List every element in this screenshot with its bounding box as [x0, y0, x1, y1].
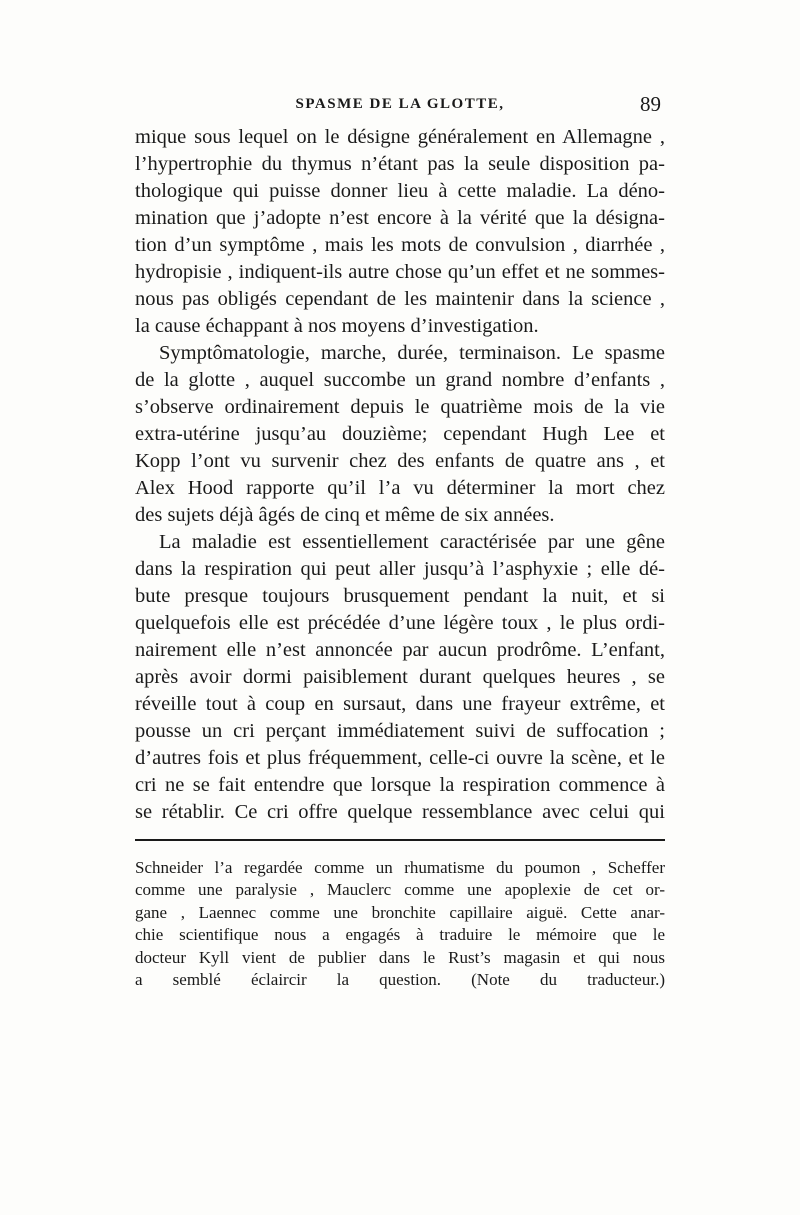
text-line: pousse un cri perçant immédiatement suivi de suffocation ; [135, 720, 665, 742]
text-line: réveille tout à coup en sursaut, dans une frayeur extrême, et [135, 693, 665, 715]
running-head [135, 92, 665, 122]
text-line: se rétablir. Ce cri offre quelque ressemblance avec celui qui [135, 801, 665, 823]
text-line: la cause échappant à nos moyens d’investigation. [135, 315, 539, 337]
text-line: de la glotte , auquel succombe un grand nombre d’enfants , [135, 369, 665, 391]
text-line: La maladie est essentiellement caractérisée par une gêne [159, 531, 665, 553]
text-line: nairement elle n’est annoncée par aucun prodrôme. L’enfant, [135, 639, 665, 661]
text-line: s’observe ordinairement depuis le quatrième mois de la vie [135, 396, 665, 418]
text-line: mique sous lequel on le désigne généralement en Allemagne , [135, 126, 665, 148]
text-line: des sujets déjà âgés de cinq et même de six années. [135, 504, 555, 526]
running-title: SPASME DE LA GLOTTE, [295, 96, 505, 112]
footnote-line: docteur Kyll vient de publier dans le Rust’s magasin et qui nous [135, 947, 665, 967]
footnote-line: a semblé éclaircir la question. (Note du traducteur.) [135, 969, 665, 989]
footnote-line: comme une paralysie , Mauclerc comme une apoplexie de cet or- [135, 880, 665, 900]
footnote-line: gane , Laennec comme une bronchite capillaire aiguë. Cette anar- [135, 902, 665, 922]
text-line: Alex Hood rapporte qu’il l’a vu déterminer la mort chez [135, 477, 665, 499]
text-line: après avoir dormi paisiblement durant quelques heures , se [135, 666, 665, 688]
text-line: nous pas obligés cependant de les maintenir dans la science , [135, 288, 665, 310]
text-line: bute presque toujours brusquement pendant la nuit, et si [135, 585, 665, 607]
footnote [135, 857, 665, 991]
text-line: cri ne se fait entendre que lorsque la respiration commence à [135, 774, 665, 796]
text-line: l’hypertrophie du thymus n’étant pas la seule disposition pa- [135, 153, 665, 175]
text-line: Symptômatologie, marche, durée, terminaison. Le spasme [159, 342, 665, 364]
footnote-separator [135, 839, 665, 841]
footnote-line: chie scientifique nous a engagés à traduire le mémoire que le [135, 925, 665, 945]
footnote-line: Schneider l’a regardée comme un rhumatisme du poumon , Scheffer [135, 858, 665, 877]
text-line: Kopp l’ont vu survenir chez des enfants de quatre ans , et [135, 450, 665, 472]
text-line: dans la respiration qui peut aller jusqu’à l’asphyxie ; elle dé- [135, 558, 665, 580]
text-line: d’autres fois et plus fréquemment, celle-ci ouvre la scène, et le [135, 747, 665, 769]
text-line: thologique qui puisse donner lieu à cette maladie. La déno- [135, 180, 665, 202]
text-line: extra-utérine jusqu’au douzième; cependant Hugh Lee et [135, 423, 665, 445]
page-number: 89 [640, 92, 661, 116]
body-text [135, 124, 665, 826]
text-line: hydropisie , indiquent-ils autre chose qu’un effet et ne sommes- [135, 261, 665, 283]
text-line: quelquefois elle est précédée d’une légère toux , le plus ordi- [135, 612, 665, 634]
text-line: mination que j’adopte n’est encore à la vérité que la désigna- [135, 207, 665, 229]
text-line: tion d’un symptôme , mais les mots de convulsion , diarrhée , [135, 234, 665, 256]
